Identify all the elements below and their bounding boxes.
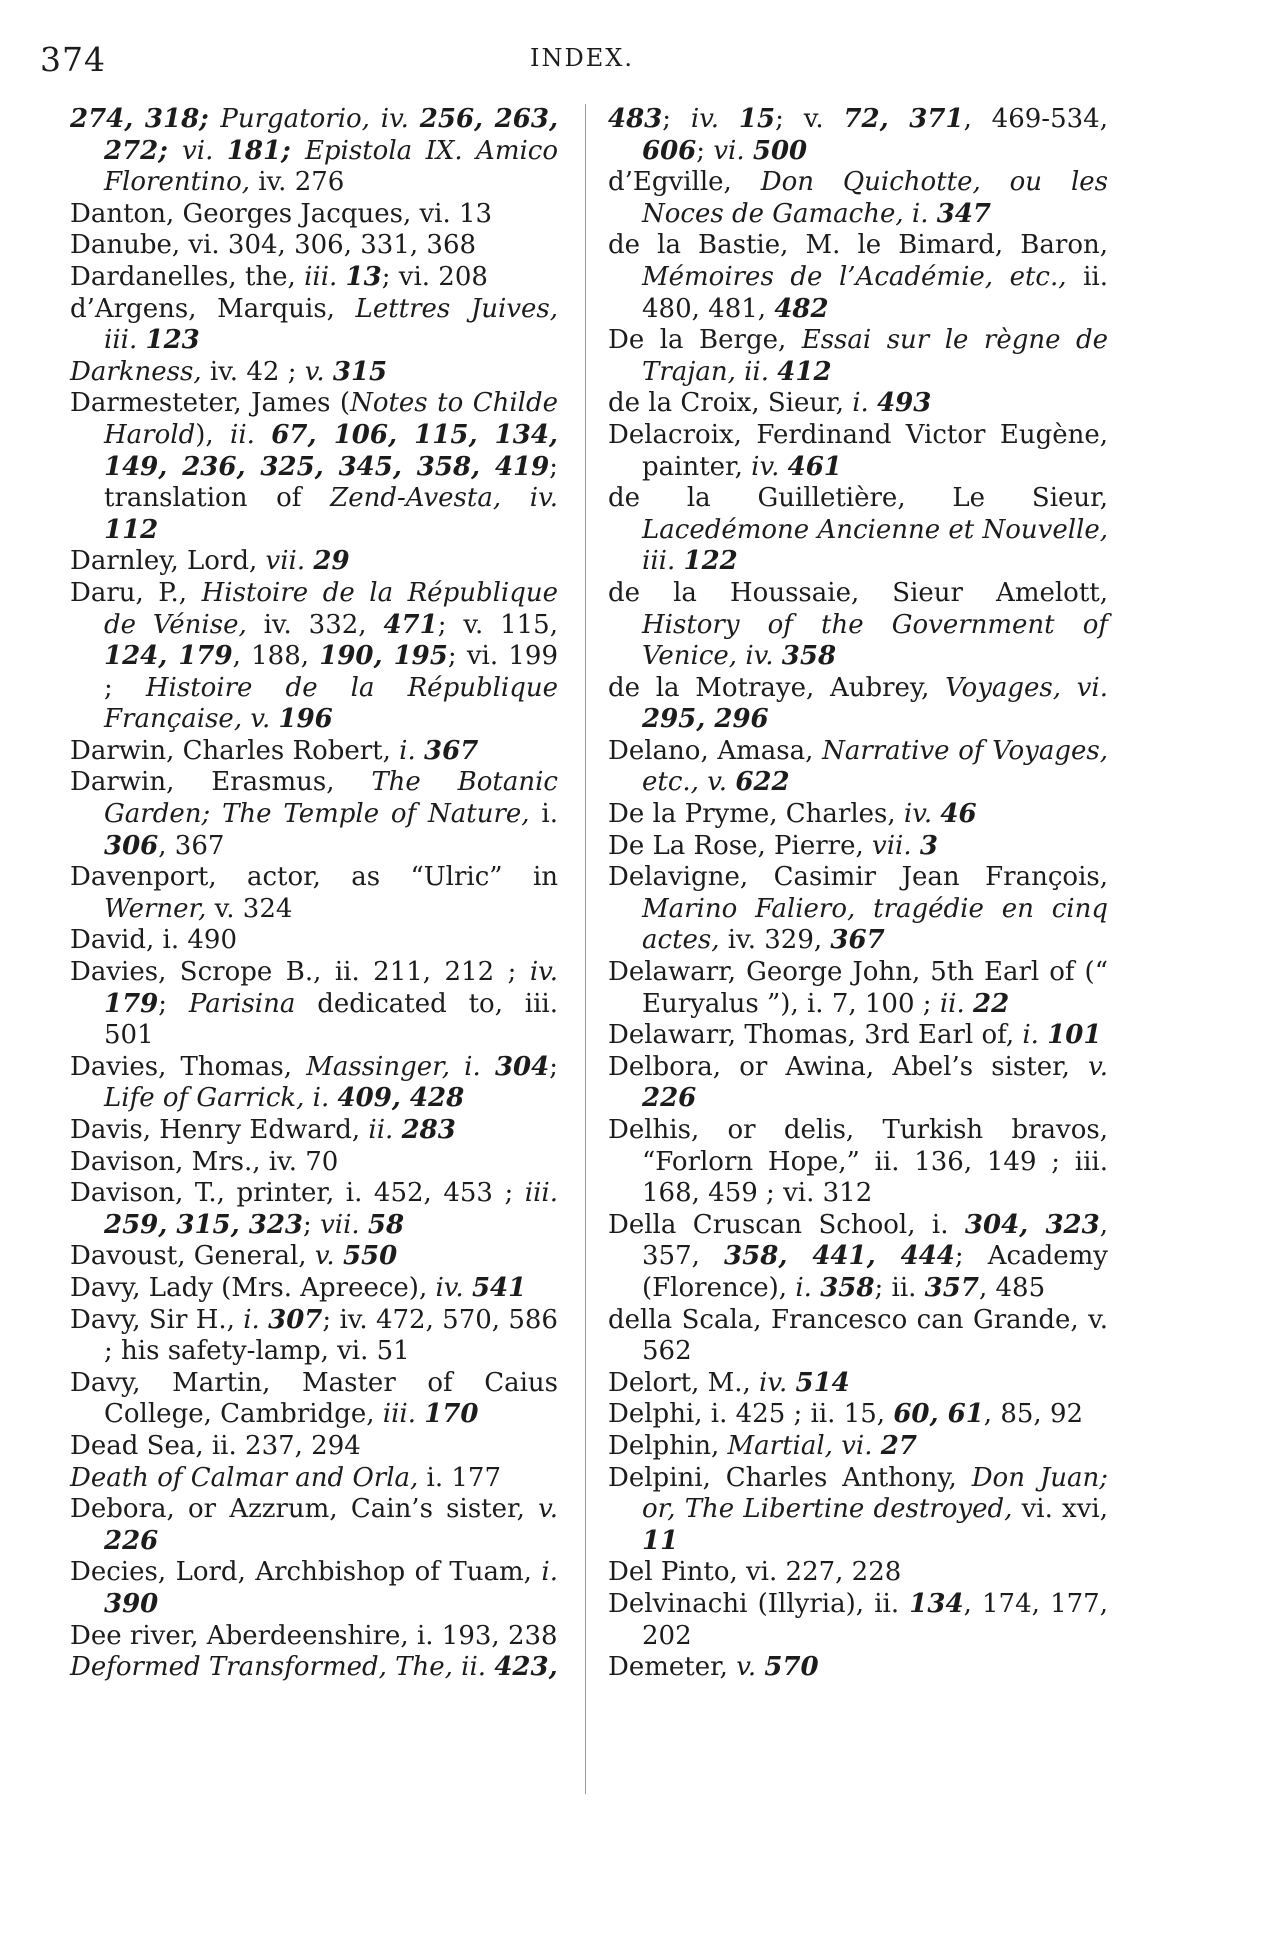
index-entry-text: de la Croix, Sieur,: [608, 388, 853, 419]
index-entry: [608, 483, 1108, 578]
index-entry-text: ; translation of: [104, 451, 558, 514]
index-entry-text: ; Academy (Florence),: [642, 1241, 1108, 1303]
index-entry-text: 112: [104, 514, 159, 545]
index-entry: [70, 578, 558, 736]
index-entry-text: Darwin, Erasmus,: [70, 767, 372, 798]
index-entry-text: , 357,: [642, 1209, 1108, 1272]
index-entry: [608, 420, 1108, 483]
index-entry-text: , 174, 177, 202: [642, 1588, 1108, 1651]
index-entry-text: Davison, Mrs., iv. 70: [70, 1146, 339, 1177]
index-entry: [608, 673, 1108, 736]
index-entry-text: iv. 42 ;: [209, 356, 305, 387]
index-entry-text: Demeter,: [608, 1652, 737, 1683]
index-entry-text: 13: [345, 261, 382, 292]
index-entry-text: Delhis, or delis, Turkish bravos, “Forlorn Hope,” ii. 136, 149 ; iii. 168, 459 ; vi. 312: [608, 1115, 1108, 1209]
index-entry-text: 226: [104, 1525, 159, 1556]
index-entry-text: ;: [158, 988, 189, 1019]
index-entry: [70, 925, 558, 957]
index-entry: [70, 1305, 558, 1368]
index-entry-text: Lacedémone Ancienne et Nouvelle, iii.: [642, 514, 1108, 577]
index-entry-text: 29: [313, 546, 350, 577]
index-column-left: [70, 104, 558, 1684]
index-entry-text: , 469-534,: [963, 104, 1108, 134]
index-entry: [608, 230, 1108, 325]
index-entry-text: Darwin, Charles Robert,: [70, 735, 400, 766]
index-entry: [70, 1115, 558, 1147]
index-entry-text: i.: [541, 1557, 558, 1588]
index-entry: [70, 1052, 558, 1115]
index-entry-text: Delawarr, Thomas, 3rd Earl of,: [608, 1020, 1023, 1051]
index-entry-text: Parisina: [188, 988, 318, 1019]
index-entry-text: Delacroix, Ferdinand Victor Eugène, painter,: [608, 419, 1108, 482]
index-entry-text: 357: [924, 1272, 979, 1303]
index-entry-text: vii.: [872, 830, 920, 861]
index-entry: [70, 199, 558, 231]
index-entry: [608, 388, 1108, 420]
index-entry-text: iv.: [435, 1272, 472, 1303]
index-entry-text: , 188,: [232, 641, 320, 672]
index-entry-text: Martial, vi.: [727, 1430, 881, 1461]
index-entry-text: i.: [1022, 1020, 1048, 1051]
index-entry-text: 315: [332, 356, 388, 387]
index-entry-text: 170: [424, 1399, 479, 1430]
index-entry-text: Davy, Martin, Master of Caius College, Cambridge,: [70, 1367, 558, 1430]
index-column-right: [608, 104, 1108, 1684]
index-entry-text: i.: [852, 388, 878, 419]
column-divider: [585, 104, 586, 1794]
index-entry-text: , 367: [158, 830, 225, 861]
index-entry-text: i.: [795, 1272, 821, 1303]
index-entry-text: 190, 195: [319, 641, 448, 672]
index-entry-text: v.: [304, 356, 333, 387]
index-entry: [70, 1652, 558, 1684]
index-entry-text: ii.: [230, 419, 272, 450]
index-entry-text: ii.: [368, 1115, 402, 1145]
index-entry-text: 390: [104, 1588, 159, 1619]
index-entry-text: Davoust, General,: [70, 1241, 315, 1272]
index-entry-text: iv.: [759, 1367, 796, 1398]
index-entry-text: De La Rose, Pierre,: [608, 830, 872, 861]
index-entry: [70, 294, 558, 357]
index-entry: [70, 1273, 558, 1305]
index-entry-text: Delano, Amasa,: [608, 735, 823, 766]
index-entry-text: Life of Garrick, i.: [104, 1083, 338, 1114]
index-entry-text: 179: [104, 988, 159, 1019]
index-entry-text: Debora, or Azzrum, Cain’s sister,: [70, 1494, 539, 1525]
index-entry-text: 46: [940, 799, 977, 830]
index-entry-text: Davison, T., printer, i. 452, 453 ;: [70, 1178, 525, 1209]
index-entry-text: 304: [494, 1051, 550, 1082]
index-entry-text: 60, 61: [893, 1399, 984, 1430]
index-entry-text: Marino Faliero, tragédie en cinq actes,: [642, 893, 1108, 956]
index-entry-text: iv. 329,: [727, 925, 831, 956]
index-entry-text: Histoire de la République Française, v.: [104, 672, 559, 735]
page-number: 374: [40, 40, 106, 79]
index-entry-text: iv. 276: [258, 167, 345, 198]
index-entry-text: v.: [314, 1241, 343, 1272]
index-entry: [70, 1147, 558, 1179]
index-entry-text: 259, 315, 323: [104, 1209, 304, 1240]
running-head: INDEX.: [530, 44, 634, 72]
index-entry-text: 15: [738, 104, 776, 134]
index-entry-text: v.: [538, 1494, 558, 1525]
index-entry-text: Epistola IX. Amico Florentino,: [104, 135, 559, 198]
index-entry-text: 409, 428: [337, 1083, 465, 1114]
index-entry-text: Delort, M.,: [608, 1367, 760, 1398]
index-entry-text: 123: [145, 325, 200, 356]
index-entry-text: iii.: [382, 1399, 425, 1430]
index-entry-text: 101: [1047, 1020, 1102, 1051]
index-entry-text: 304, 323: [964, 1209, 1100, 1240]
index-entry: [608, 325, 1108, 388]
index-entry-text: Voyages, vi.: [945, 672, 1109, 703]
index-entry-text: 367: [830, 925, 885, 956]
index-entry-text: d’Egville,: [608, 167, 761, 198]
index-entry-text: Notes to Childe Harold: [104, 388, 558, 450]
index-entry-text: Deformed Transformed, The, ii.: [70, 1652, 495, 1683]
index-entry-text: 11: [642, 1525, 679, 1556]
index-entry: [70, 1621, 558, 1653]
index-entry-text: Delvinachi (Illyria), ii.: [608, 1588, 910, 1619]
index-entry-text: v.: [736, 1652, 765, 1683]
index-entry-text: 541: [471, 1272, 527, 1303]
index-entry-text: d’Argens, Marquis,: [70, 293, 356, 324]
index-entry-text: 500: [752, 135, 808, 166]
index-entry-text: iv.: [903, 799, 941, 830]
index-entry-text: 3: [919, 830, 938, 861]
index-entry-text: ;: [662, 104, 691, 134]
index-entry-text: ),: [195, 419, 231, 450]
index-entry-text: dedicated to, iii. 501: [104, 988, 559, 1051]
index-entry-text: 256, 263, 272;: [104, 104, 559, 166]
index-entry-text: Mémoires de l’Académie, etc.,: [642, 261, 1084, 292]
index-entry-text: de la Bastie, M. le Bimard, Baron,: [608, 230, 1108, 261]
index-entry-text: David, i. 490: [70, 925, 237, 956]
index-entry-text: Davis, Henry Edward,: [70, 1115, 369, 1145]
index-entry: [608, 1305, 1108, 1368]
index-entry-text: 124, 179: [104, 641, 233, 672]
index-entry: [608, 1557, 1108, 1589]
index-entry-text: Delavigne, Casimir Jean François,: [608, 862, 1108, 893]
index-entry-text: 483: [608, 104, 663, 134]
index-entry-text: De la Pryme, Charles,: [608, 799, 904, 830]
index-entry-text: Delbora, or Awina, Abel’s sister,: [608, 1051, 1089, 1082]
index-entry-text: della Scala, Francesco can Grande, v. 562: [608, 1304, 1108, 1367]
index-entry-text: Darkness,: [70, 356, 210, 387]
index-entry-text: Dardanelles, the,: [70, 261, 305, 292]
index-entry: [608, 831, 1108, 863]
index-entry-text: Delawarr, George John, 5th Earl of (“ Euryalus ”), i. 7, 100 ;: [608, 957, 1108, 1019]
index-entry-text: iii.: [304, 261, 346, 292]
index-entry: [70, 736, 558, 768]
index-entry-text: i.: [243, 1304, 269, 1335]
index-entry-text: iii.: [524, 1178, 558, 1209]
index-entry-text: ii. 480, 481,: [642, 261, 1108, 324]
index-entry-text: 347: [936, 198, 992, 229]
index-entry-text: Massinger, i.: [306, 1051, 495, 1082]
index-entry-text: , 485: [978, 1272, 1046, 1303]
index-entry: [70, 104, 558, 199]
index-entry-text: 493: [877, 388, 932, 419]
index-entry: [70, 957, 558, 1052]
index-entry-text: Delpini, Charles Anthony,: [608, 1462, 972, 1493]
index-entry: [70, 1557, 558, 1620]
index-entry-text: iv.: [380, 104, 420, 134]
index-entry-text: Daru, P.,: [70, 577, 202, 608]
index-entry: [608, 736, 1108, 799]
index-entry-text: vi.: [713, 135, 753, 166]
index-entry: [70, 862, 558, 925]
index-entry: [608, 167, 1108, 230]
index-entry-text: Davies, Scrope B., ii. 211, 212 ;: [70, 957, 530, 988]
index-entry-text: 358, 441, 444: [724, 1241, 955, 1272]
index-entry: [70, 767, 558, 862]
index-entry-text: vi. xvi,: [1021, 1494, 1108, 1525]
index-entry-text: de la Motraye, Aubrey,: [608, 672, 946, 703]
index-entry-text: ;: [696, 135, 714, 166]
index-entry-text: 274, 318;: [70, 104, 221, 134]
index-entry-text: ; vi. 199 ;: [104, 641, 558, 703]
index-entry-text: iv.: [751, 451, 788, 482]
index-entry-text: 196: [278, 704, 333, 735]
index-entry-text: ii.: [939, 988, 973, 1019]
index-entry-text: 283: [401, 1115, 456, 1145]
index-entry: [70, 1368, 558, 1431]
index-entry-text: 181;: [226, 135, 305, 166]
index-entry-text: Davenport, actor, as “Ulric” in: [70, 862, 558, 893]
index-entry-text: 423,: [494, 1652, 558, 1683]
index-entry: [608, 799, 1108, 831]
index-entry-text: Don Juan; or, The Libertine destroyed,: [642, 1462, 1108, 1525]
index-entry-text: ; v.: [775, 104, 844, 134]
index-entry-text: ;: [549, 1051, 558, 1082]
index-entry-text: Danton, Georges Jacques, vi. 13: [70, 198, 493, 229]
index-entry: [608, 862, 1108, 957]
index-entry-text: 461: [787, 451, 842, 482]
index-entry-text: 72, 371: [843, 104, 964, 134]
index-entry-text: i.: [399, 735, 425, 766]
index-entry-text: 550: [342, 1241, 398, 1272]
index-entry-text: 226: [642, 1083, 697, 1114]
index-entry-text: 514: [795, 1367, 850, 1398]
index-entry-text: 471: [383, 609, 438, 640]
index-entry: [608, 1052, 1108, 1115]
index-entry: [70, 230, 558, 262]
index-entry-text: , 85, 92: [983, 1399, 1084, 1430]
index-entry-text: Zend-Avesta, iv.: [330, 483, 558, 514]
index-entry: [70, 1463, 558, 1495]
index-entry-text: 67, 106, 115, 134, 149, 236, 325, 345, 358, 419: [104, 419, 558, 482]
index-entry-text: Davy, Sir H.,: [70, 1304, 244, 1335]
index-entry-text: Dee river, Aberdeenshire, i. 193, 238: [70, 1620, 558, 1651]
index-entry: [608, 578, 1108, 673]
index-entry-text: ;: [303, 1209, 321, 1240]
index-entry: [608, 1431, 1108, 1463]
index-entry-text: 295, 296: [642, 704, 769, 735]
index-entry-text: Davy, Lady (Mrs. Apreece),: [70, 1272, 436, 1303]
index-entry-text: Della Cruscan School, i.: [608, 1209, 965, 1240]
index-entry: [70, 1431, 558, 1463]
index-entry-text: Del Pinto, vi. 227, 228: [608, 1557, 902, 1588]
index-entry-text: vi.: [182, 135, 227, 166]
index-entry-text: 358: [781, 641, 837, 672]
index-entry-text: 358: [820, 1272, 875, 1303]
index-entry-text: Narrative of Voyages, etc., v.: [642, 735, 1108, 798]
index-entry-text: 367: [424, 735, 479, 766]
index-entry-text: vii.: [320, 1209, 368, 1240]
index-entry-text: Lettres Juives, iii.: [104, 293, 559, 356]
index-entry-text: 122: [683, 546, 738, 577]
index-entry-text: The Botanic Garden; The Temple of Nature,: [104, 767, 558, 830]
index-entry: [70, 262, 558, 294]
index-entry: [608, 1589, 1108, 1652]
index-entry-text: ; iv. 472, 570, 586 ; his safety-lamp, vi. 51: [104, 1304, 558, 1367]
index-entry-text: 134: [909, 1588, 964, 1619]
index-entry: [70, 546, 558, 578]
index-entry-text: 307: [268, 1304, 323, 1335]
index-entry-text: Histoire de la République de Vénise,: [104, 577, 559, 640]
index-entry-text: Death of Calmar and Orla,: [70, 1462, 427, 1493]
index-entry-text: De la Berge,: [608, 325, 802, 356]
index-entry: [70, 388, 558, 546]
index-entry-text: 58: [367, 1209, 405, 1240]
index-entry-text: Davies, Thomas,: [70, 1051, 307, 1082]
index-entry: [608, 1652, 1108, 1684]
index-entry-text: ; ii.: [874, 1272, 925, 1303]
index-entry-text: Decies, Lord, Archbishop of Tuam,: [70, 1557, 542, 1588]
index-entry-text: 622: [735, 767, 790, 798]
index-entry: [70, 1178, 558, 1241]
index-entry-text: iv. 332,: [263, 609, 384, 640]
index-entry-text: iv.: [529, 957, 558, 988]
index-entry-text: i.: [541, 799, 558, 830]
index-entry-text: v.: [1088, 1051, 1108, 1082]
index-entry: [608, 1399, 1108, 1431]
index-entry-text: Dead Sea, ii. 237, 294: [70, 1430, 361, 1461]
index-entry-text: 570: [764, 1652, 819, 1683]
index-entry-text: i. 177: [426, 1462, 502, 1493]
index-entry-text: Darmesteter, James (: [70, 388, 351, 419]
index-entry: [608, 1115, 1108, 1210]
index-entry-text: Don Quichotte, ou les Noces de Gamache, i.: [642, 167, 1108, 229]
index-entry: [608, 1368, 1108, 1400]
index-entry: [608, 104, 1108, 167]
index-entry-text: Werner,: [104, 893, 215, 924]
index-entry-text: 606: [642, 135, 697, 166]
index-entry-text: 27: [880, 1430, 917, 1461]
index-entry-text: History of the Government of Venice, iv.: [642, 609, 1108, 672]
index-entry: [608, 1210, 1108, 1305]
index-entry-text: Delphi, i. 425 ; ii. 15,: [608, 1399, 894, 1430]
index-entry-text: vii.: [265, 546, 314, 577]
index-entry-text: 22: [972, 988, 1010, 1019]
index-entry: [70, 1494, 558, 1557]
index-entry: [608, 1463, 1108, 1558]
index-entry-text: Delphin,: [608, 1430, 728, 1461]
index-entry-text: Darnley, Lord,: [70, 546, 266, 577]
index-entry-text: Purgatorio,: [220, 104, 381, 134]
index-entry-text: v. 324: [214, 893, 293, 924]
index-entry-text: 306: [104, 830, 159, 861]
index-entry-text: Danube, vi. 304, 306, 331, 368: [70, 230, 477, 261]
index-entry: [70, 1241, 558, 1273]
index-entry-text: Essai sur le règne de Trajan, ii.: [642, 325, 1108, 387]
index-entry-text: ; vi. 208: [381, 261, 488, 292]
index-entry: [70, 357, 558, 389]
index-entry: [608, 1020, 1108, 1052]
index-entry-text: ; v. 115,: [437, 609, 558, 640]
index-entry-text: 412: [777, 356, 832, 387]
index-entry-text: iv.: [690, 104, 739, 134]
index-entry-text: de la Guilletière, Le Sieur,: [608, 483, 1108, 514]
index-entry-text: de la Houssaie, Sieur Amelott,: [608, 577, 1108, 608]
index-entry-text: 482: [774, 293, 829, 324]
index-entry: [608, 957, 1108, 1020]
